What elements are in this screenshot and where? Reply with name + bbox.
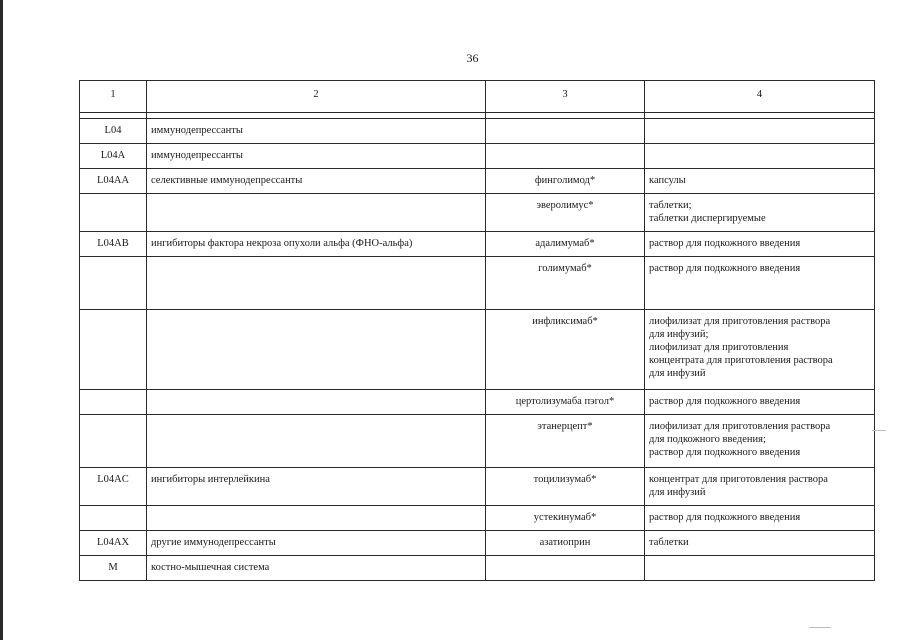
atc-group-cell	[147, 257, 486, 310]
dosage-form-line: раствор для подкожного введения	[649, 396, 801, 407]
dosage-form-cell	[645, 310, 875, 390]
atc-code-cell	[80, 506, 147, 531]
header-col-2: 2	[147, 81, 486, 113]
dosage-form-cell	[645, 506, 875, 531]
atc-group-cell: селективные иммунодепрессанты	[147, 169, 486, 194]
dosage-form-cell	[645, 169, 875, 194]
dosage-form-cell	[645, 257, 875, 310]
atc-group-cell	[147, 415, 486, 468]
dosage-form-line: раствор для подкожного введения	[649, 512, 801, 523]
dosage-form-line: концентрат для приготовления раствора	[649, 474, 828, 485]
dosage-form-line: лиофилизат для приготовления	[649, 342, 789, 353]
atc-code-cell: L04AX	[80, 531, 147, 556]
table-row	[80, 169, 875, 194]
dosage-form-line: раствор для подкожного введения	[649, 238, 801, 249]
atc-group-cell: ингибиторы интерлейкина	[147, 468, 486, 506]
dosage-form-line: для инфузий	[649, 368, 706, 379]
drug-name-cell: финголимод*	[486, 169, 645, 194]
table-row	[80, 194, 875, 232]
atc-code-cell: L04AC	[80, 468, 147, 506]
dosage-form-line: таблетки	[649, 537, 689, 548]
atc-code-cell: L04AA	[80, 169, 147, 194]
dosage-form-cell	[645, 119, 875, 144]
drug-name-cell: адалимумаб*	[486, 232, 645, 257]
atc-group-cell	[147, 506, 486, 531]
dosage-form-cell	[645, 468, 875, 506]
drug-name-cell	[486, 119, 645, 144]
table-row	[80, 506, 875, 531]
atc-group-cell: костно-мышечная система	[147, 556, 486, 581]
dosage-form-cell	[645, 390, 875, 415]
table-row	[80, 556, 875, 581]
page-number: 36	[466, 51, 479, 65]
dosage-form-line: лиофилизат для приготовления раствора	[649, 316, 831, 327]
drug-name-cell: устекинумаб*	[486, 506, 645, 531]
drug-name-cell: эверолимус*	[486, 194, 645, 232]
dosage-form-line: концентрата для приготовления раствора	[649, 355, 833, 366]
atc-code-cell	[80, 310, 147, 390]
dosage-form-line: таблетки диспергируемые	[649, 213, 766, 224]
dosage-form-line: раствор для подкожного введения	[649, 263, 801, 274]
table-row	[80, 144, 875, 169]
dosage-form-line: капсулы	[649, 175, 686, 186]
table-row	[80, 257, 875, 310]
dosage-form-line: лиофилизат для приготовления раствора	[649, 421, 831, 432]
atc-group-cell: другие иммунодепрессанты	[147, 531, 486, 556]
table-row	[80, 468, 875, 506]
margin-mark	[809, 627, 831, 628]
table-row	[80, 232, 875, 257]
dosage-form-cell	[645, 144, 875, 169]
dosage-form-line: таблетки;	[649, 200, 692, 211]
table-body	[80, 119, 875, 581]
atc-code-cell: L04AB	[80, 232, 147, 257]
header-col-1: 1	[80, 81, 147, 113]
dosage-form-cell	[645, 556, 875, 581]
dosage-form-cell	[645, 232, 875, 257]
dosage-form-line: раствор для подкожного введения	[649, 447, 801, 458]
drug-name-cell: этанерцепт*	[486, 415, 645, 468]
dosage-form-cell	[645, 415, 875, 468]
atc-code-cell	[80, 390, 147, 415]
atc-group-cell	[147, 194, 486, 232]
table-row	[80, 390, 875, 415]
dosage-form-line: для инфузий	[649, 487, 706, 498]
drug-name-cell	[486, 556, 645, 581]
table-header-row	[80, 81, 875, 113]
table-row	[80, 310, 875, 390]
drug-name-cell: тоцилизумаб*	[486, 468, 645, 506]
atc-group-cell	[147, 390, 486, 415]
scan-left-edge	[0, 0, 3, 640]
drug-name-cell	[486, 144, 645, 169]
header-col-3: 3	[486, 81, 645, 113]
atc-code-cell	[80, 415, 147, 468]
atc-code-cell: L04	[80, 119, 147, 144]
atc-group-cell	[147, 310, 486, 390]
drug-name-cell: азатиоприн	[486, 531, 645, 556]
atc-group-cell: ингибиторы фактора некроза опухоли альфа (ФНО-альфа)	[147, 232, 486, 257]
drug-name-cell: цертолизумаба пэгол*	[486, 390, 645, 415]
margin-mark	[872, 430, 886, 431]
header-col-4: 4	[645, 81, 875, 113]
dosage-form-cell	[645, 531, 875, 556]
table-row	[80, 415, 875, 468]
table-row	[80, 531, 875, 556]
table-row	[80, 119, 875, 144]
dosage-form-line: для инфузий;	[649, 329, 709, 340]
drug-name-cell: голимумаб*	[486, 257, 645, 310]
drug-table	[79, 80, 875, 581]
drug-name-cell: инфликсимаб*	[486, 310, 645, 390]
atc-group-cell: иммунодепрессанты	[147, 144, 486, 169]
atc-code-cell: L04A	[80, 144, 147, 169]
atc-code-cell: M	[80, 556, 147, 581]
atc-code-cell	[80, 257, 147, 310]
dosage-form-line: для подкожного введения;	[649, 434, 766, 445]
atc-group-cell: иммунодепрессанты	[147, 119, 486, 144]
atc-code-cell	[80, 194, 147, 232]
dosage-form-cell	[645, 194, 875, 232]
